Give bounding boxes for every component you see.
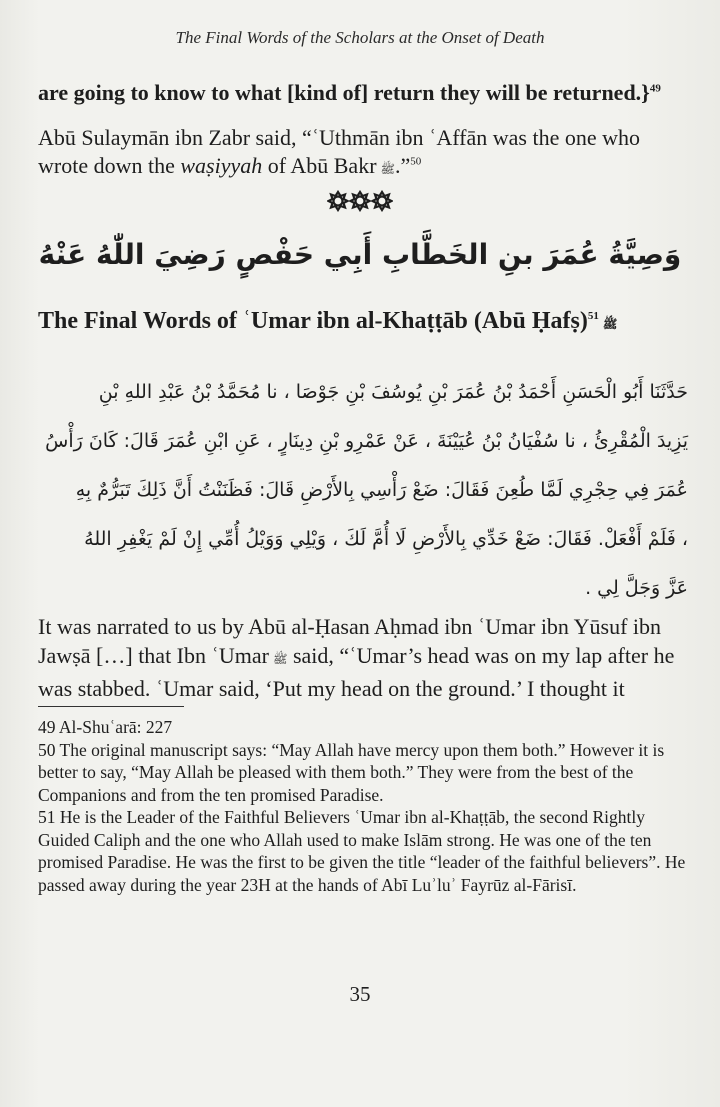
quran-verse-text: are going to know to what [kind of] return they will be returned.} — [38, 80, 650, 105]
arabic-line: يَزِيدَ الْمُقْرِئُ ، نا سُفْيَانُ بْنُ عُيَيْنَةَ ، عَنْ عَمْرِو بْنِ دِينَارٍ ، عَنِ ابْنِ عُمَرَ قَالَ: كَانَ رَأْسُ — [45, 430, 688, 452]
arabic-heading: وَصِيَّةُ عُمَرَ بنِ الخَطَّابِ أَبِي حَفْصٍ رَضِيَ اللّٰهُ عَنْهُ — [38, 238, 682, 271]
english-heading-text: The Final Words of ʿUmar ibn al-Khaṭṭāb (Abū Ḥafṣ) — [38, 308, 588, 334]
footnote-51: 51 He is the Leader of the Faithful Believers ʿUmar ibn al-Khaṭṭāb, the second Rightly Guided Caliph and the one who Allah used to make Islām strong. He was one of the ten promised Paradise. He was the first to be given the title “leader of the faithful believers”. He passed away during the year 23H at the hands of Abī Luʾluʾ Fayrūz al-Fārisī. — [38, 807, 686, 895]
narration-italic-term: waṣiyyah — [180, 153, 263, 178]
narration-start: Abū Sulaymān ibn Zabr said, “ʿUthmān ibn ʿAffān was the one who wrote down the — [38, 125, 641, 178]
quran-verse-line — [38, 80, 690, 106]
footnote-ref-50[interactable]: 50 — [410, 155, 422, 168]
footnote-49: 49 Al-Shuʿarā: 227 — [38, 717, 173, 737]
translation-paragraph — [38, 612, 690, 703]
translation-part-1: It was narrated to us by Abū al-Ḥasan Aḥmad ibn ʿUmar ibn Yūsuf ibn Jawṣā […] that Ibn ʿUmar — [38, 614, 662, 668]
arabic-line: حَدَّثَنَا أَبُو الْحَسَنِ أَحْمَدُ بْنُ عُمَرَ بْنِ يُوسُفَ بْنِ جَوْصَا ، نا مُحَمَّدُ بْنُ عَبْدِ اللهِ بْنِ — [98, 381, 688, 403]
honorific-glyph: ﷺ — [380, 162, 396, 176]
arabic-line: عَزَّ وَجَلَّ لِي . — [585, 577, 688, 599]
honorific-glyph: ﷺ — [272, 652, 288, 666]
running-head: The Final Words of the Scholars at the Onset of Death — [175, 28, 545, 47]
footnote-divider — [38, 706, 184, 707]
narration-end: of Abū Bakr — [262, 153, 377, 178]
english-heading — [38, 308, 698, 335]
translation-part-2: said, “ʿUmar’s head was on my lap after he was stabbed. ʿUmar said, ‘Put my head on the ground.’ I thought it — [38, 643, 675, 701]
flower-ornament-icon — [327, 190, 393, 212]
narration-close: .” — [395, 153, 411, 178]
honorific-glyph: ﷺ — [602, 317, 618, 331]
arabic-line: عُمَرَ فِي حِجْرِي لَمَّا طُعِنَ فَقَالَ: ضَعْ رَأْسِي بِالأَرْضِ قَالَ: فَظَنَنْتُ أَنَّ ذَلِكَ تَبَرُّمٌ بِهِ — [75, 479, 688, 501]
narration-paragraph — [38, 124, 690, 183]
footnote-ref-49[interactable]: 49 — [649, 82, 661, 95]
footnote-ref-51[interactable]: 51 — [587, 310, 599, 322]
footnote-50: 50 The original manuscript says: “May Allah have mercy upon them both.” However it is better to say, “May Allah be pleased with them both.” They were from the best of the Companions and from the ten promised Paradise. — [38, 739, 665, 805]
page-number: 35 — [349, 982, 371, 1006]
arabic-line: ، فَلَمْ أَفْعَلْ. فَقَالَ: ضَعْ خَدِّي بِالأَرْضِ لَا أُمَّ لَكَ ، وَيْلِي وَوَيْلُ أُمِّي إِنْ لَمْ يَغْفِرِ اللهُ — [84, 528, 688, 550]
arabic-narration — [38, 368, 688, 613]
footnotes — [38, 716, 688, 896]
section-ornament — [0, 190, 720, 217]
